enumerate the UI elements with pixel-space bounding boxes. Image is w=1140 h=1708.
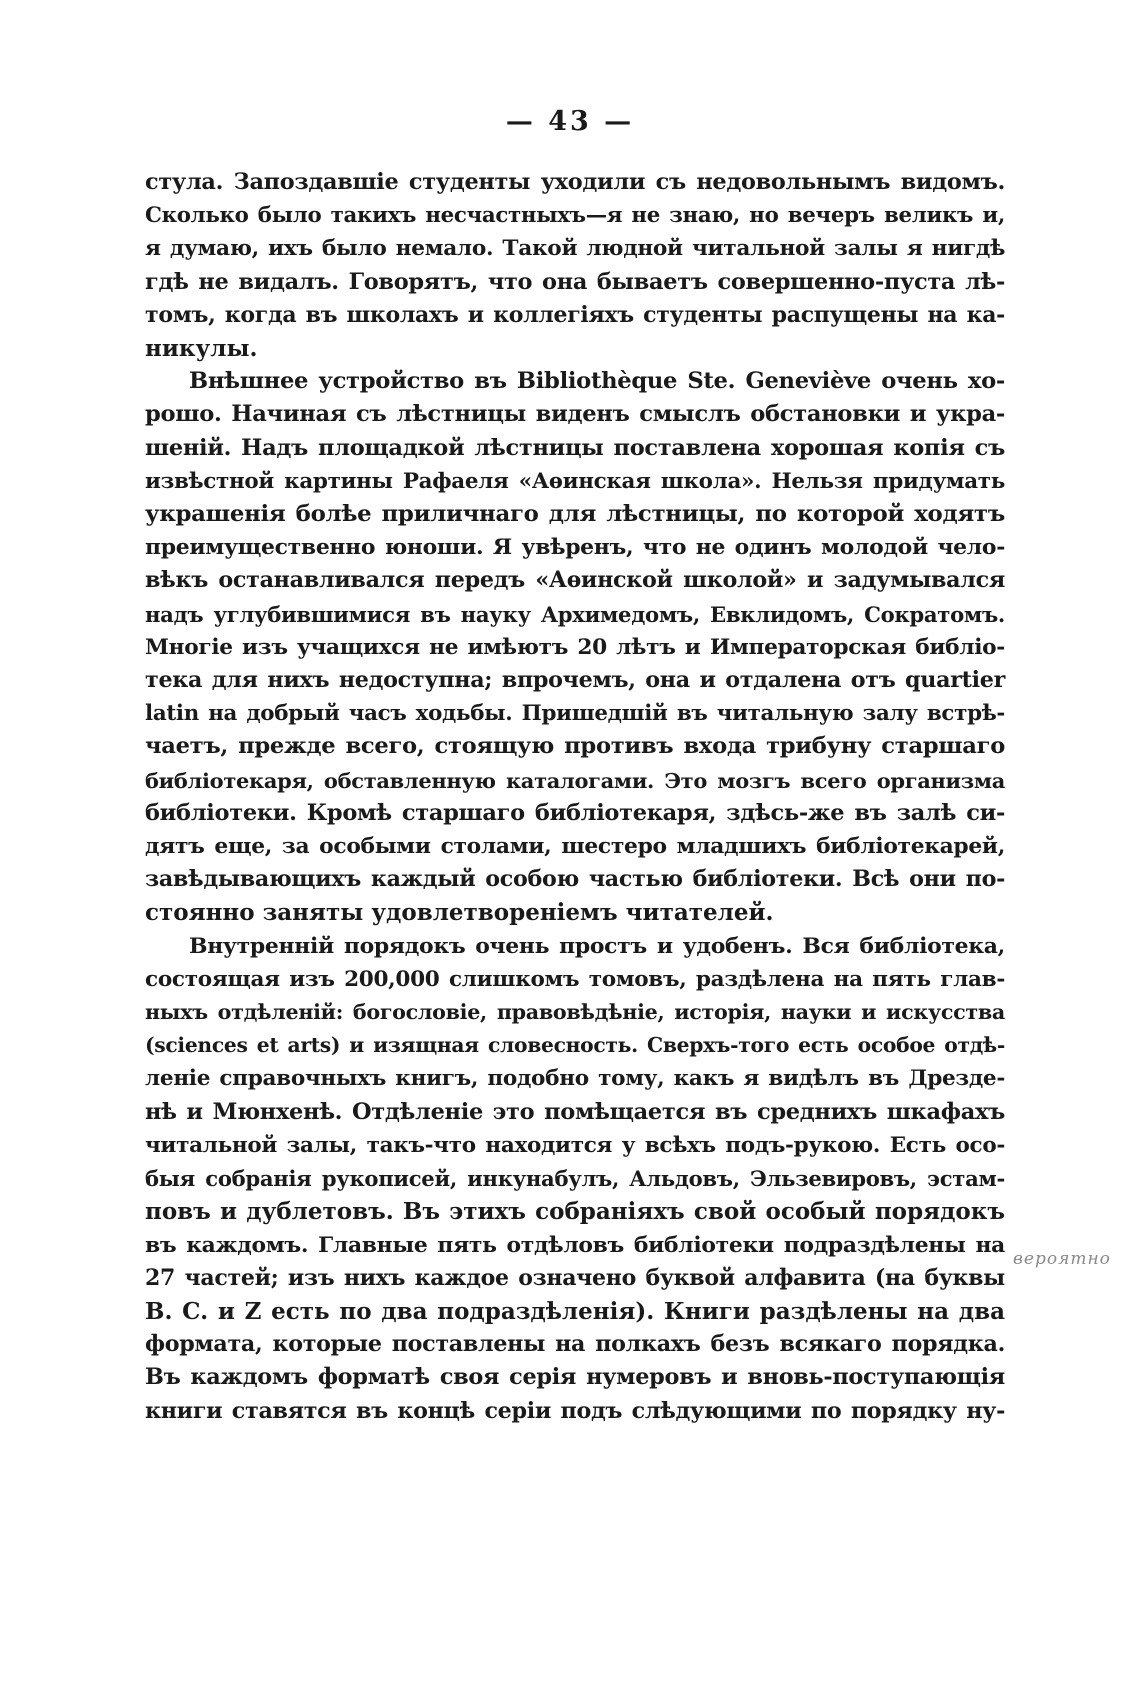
- text-line: Внѣшнее устройство въ Bibliothèque Ste. Geneviève очень хо-: [189, 368, 1005, 395]
- text-line: читальной залы, такъ-что находится у всѣхъ подъ-рукою. Есть осо-: [145, 1132, 1005, 1158]
- body-text: [145, 166, 1005, 1428]
- text-line: библіотеки. Кромѣ старшаго библіотекаря, здѣсь-же въ залѣ си-: [145, 799, 1005, 826]
- text-line: Въ каждомъ форматѣ своя серія нумеровъ и вновь-поступающія: [145, 1364, 1005, 1391]
- text-line: B. C. и Z есть по два подраздѣленія). Книги раздѣлены на два: [145, 1297, 1005, 1325]
- text-line: книги ставятся въ концѣ серіи подъ слѣдующими по порядку ну-: [145, 1397, 1005, 1424]
- text-line: я думаю, ихъ было немало. Такой людной читальной залы я нигдѣ: [145, 236, 1005, 262]
- text-line: Внутренній порядокъ очень простъ и удобенъ. Вся библіотека,: [189, 932, 1005, 959]
- text-line: надъ углубившимися въ науку Архимедомъ, Евклидомъ, Сократомъ.: [145, 601, 1005, 627]
- text-line: томъ, когда въ школахъ и коллегіяхъ студенты распущены на ка-: [145, 301, 1005, 328]
- text-line: latin на добрый часъ ходьбы. Пришедшій въ читальную залу встрѣ-: [145, 701, 1005, 727]
- text-line: извѣстной картины Рафаеля «Аѳинская школа». Нельзя придумать: [145, 468, 1005, 494]
- text-line: никулы.: [145, 335, 258, 363]
- text-line: украшенія болѣе приличнаго для лѣстницы, по которой ходятъ: [145, 501, 1005, 528]
- text-line: 27 частей; изъ нихъ каждое означено буквой алфавита (на буквы: [145, 1264, 1005, 1291]
- text-line: библіотекаря, обставленную каталогами. Это мозгъ всего организма: [145, 767, 1005, 793]
- text-line: шеній. Надъ площадкой лѣстницы поставлена хорошая копія съ: [145, 434, 1005, 461]
- text-line: гдѣ не видалъ. Говорятъ, что она бываетъ совершенно-пуста лѣ-: [145, 268, 1005, 295]
- text-line: стоянно заняты удовлетвореніемъ читателей.: [145, 899, 774, 927]
- text-line: стула. Запоздавшіе студенты уходили съ недовольнымъ видомъ.: [145, 169, 1005, 195]
- text-line: въ каждомъ. Главные пять отдѣловъ библіотеки подраздѣлены на: [145, 1232, 1005, 1258]
- text-line: состоящая изъ 200,000 слишкомъ томовъ, раздѣлена на пять глав-: [145, 966, 1005, 992]
- text-line: преимущественно юноши. Я увѣренъ, что не одинъ молодой чело-: [145, 534, 1005, 561]
- page-number: — 43 —: [505, 106, 635, 137]
- text-line: быя собранія рукописей, инкунабулъ, Альдовъ, Эльзевировъ, эстам-: [145, 1166, 1005, 1192]
- text-line: Сколько было такихъ несчастныхъ—я не знаю, но вечеръ великъ и,: [145, 203, 1005, 229]
- text-line: завѣдывающихъ каждый особою частью библіотеки. Всѣ они по-: [145, 866, 1005, 893]
- margin-note: вероятно: [1013, 1249, 1111, 1269]
- text-line: вѣкъ останавливался передъ «Аѳинской школой» и задумывался: [145, 567, 1005, 594]
- text-line: тека для нихъ недоступна; впрочемъ, она и отдалена отъ quartier: [145, 667, 1005, 694]
- text-line: рошо. Начиная съ лѣстницы виденъ смыслъ обстановки и укра-: [145, 401, 1005, 428]
- text-line: повъ и дублетовъ. Въ этихъ собраніяхъ свой особый порядокъ: [145, 1198, 1005, 1226]
- text-line: нѣ и Мюнхенѣ. Отдѣленіе это помѣщается въ среднихъ шкафахъ: [145, 1098, 1005, 1125]
- text-line: ныхъ отдѣленій: богословіе, правовѣдѣніе, исторія, науки и искусства: [145, 1000, 1005, 1025]
- text-line: Многіе изъ учащихся не имѣютъ 20 лѣтъ и Императорская библіо-: [145, 634, 1005, 660]
- text-line: дятъ еще, за особыми столами, шестеро младшихъ библіотекарей,: [145, 834, 1005, 860]
- text-line: формата, которые поставлены на полкахъ безъ всякаго порядка.: [145, 1331, 1005, 1358]
- text-line: чаетъ, прежде всего, стоящую противъ входа трибуну старшаго: [145, 733, 1005, 760]
- text-line: (sciences et arts) и изящная словесность. Сверхъ-того есть особое отдѣ-: [145, 1033, 1005, 1058]
- text-line: леніе справочныхъ книгъ, подобно тому, какъ я видѣлъ въ Дрезде-: [145, 1066, 1005, 1092]
